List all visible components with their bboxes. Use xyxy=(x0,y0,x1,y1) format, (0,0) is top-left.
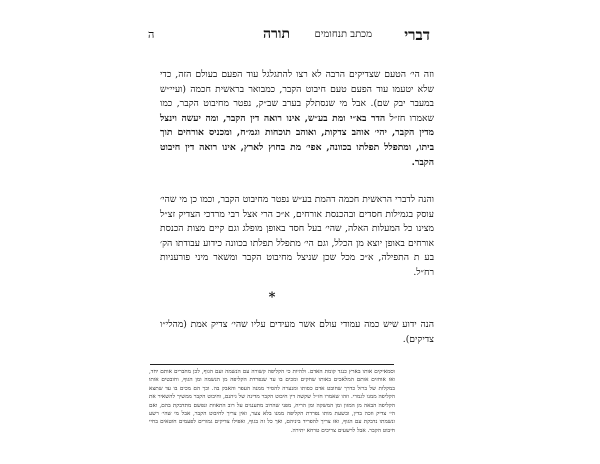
paragraph-3-text: הנה ידוע שיש כמה עמודי עולם אשר מעידים עליו שהי׳ צדיק אמת (מהלי״ו צדיקים). xyxy=(160,319,434,345)
header-title-divrei: דברי xyxy=(404,26,430,44)
paragraph-1-plain: וזה הי׳ הטעם שצדיקים הרבה לא רצו להתגלגל עוד הפעם בעולם הזה, כדי שלא יטעמו עוד הפעם טעם חיבוט הקבר, כמבואר בראשית חכמה (ועיי״ש במעבר יבק שם). אבל מי שנסתלק בערב שב״ק, נפטר מחיבוט הקבר, כמו שאמרו חז״ל xyxy=(160,69,434,124)
footnote-divider xyxy=(150,364,394,365)
running-header xyxy=(148,26,430,46)
footnote-text: וסמאיקים אותו בארץ כנגד קומת האדם. ולהיות כי הקליפה קשורה עם הנשמה ועם הגוף, לכן מחברים אותם יחד, ואז אוחזים אותם המלאכים באותו שחקים ומכים בו עד שנפרדת הקליפה מן הנשמה ומן הגוף, וחובטים אותו במקלות של ברזל כדרך שחובט אדם כסותו ומנערה להסיר ממנה העפר והאבק בה. וכך הם מכים בו עד שתצא הקליפה ממנו לגמרי. וזהו שאמרו חז״ל שקשה דין חיבוט הקבר מדינה של גיהנם, וחיבוט הקבר ממשיך להשאיר את הקליפה הבאה מן המזון ומן המשקה ומן הריח, מפני שהרוב מתענגים על רוב התאוות ונפשם מתדבקת בהם, ואם הי׳ צדיק וזכה בדין, ובשעת מותו נפרדת הקליפה ממנו בלא צער, ואין צריך לחיבוט הקבר, אבל מי שהי׳ רשע ונשמתו נדבקת עם הגוף, ואז צריך להפריד ביניהם, ואך כל זה בגוף, ואפילו צדיקים גמורים לפעמים חוטאים בחיי חיבוט הקבר. אבל לרשעים צריכים טרחא יתירה. xyxy=(149,369,395,434)
section-separator-star: * xyxy=(268,290,276,305)
page-number: ה xyxy=(148,28,155,41)
header-subtitle: מכתב תנחומים xyxy=(314,29,372,40)
paragraph-1-bold-quote: הדר בא״י ומת בע״ש, אינו רואה דין הקבר, ומה יעשה וינצל מדין הקבר, יהי׳ אוהב צדקות, ואוהב תוכחות וגמ״ח, ומכניס אורחים תוך ביתו, ומתפלל תפלתו בכוונה, אפי׳ מת בחוץ לארץ, אינו רואה דין חיבוט הקבר. xyxy=(160,112,434,168)
paragraph-1-text xyxy=(160,68,434,170)
paragraph-3 xyxy=(160,318,434,347)
paragraph-2-text: והנה לדברי הראשית חכמה דהמת בע״ש נפטר מחיבוט הקבר, וכמו כן מי שהי׳ עוסק בגמילות חסדים ובהכנסת אורחים, א״כ הרי אצל רבי מרדכי הצדיק זצ״ל מצינו כל המעלות האלה, שהי׳ בעל חסד באופן מופלג וגם קיים מצות הכנסת אורחים באופן יוצא מן הכלל, וגם הי׳ מתפלל תפלתו בכוונה כידוע עבודתו הק׳ בע ת התפילה, א״כ מכל שכן שניצל מחיבוט הקבר ומשאר מיני פורעניות רח״ל. xyxy=(160,194,434,278)
paragraph-1 xyxy=(160,68,434,170)
header-title-torah: תורה xyxy=(262,26,290,42)
paragraph-2 xyxy=(160,193,434,281)
